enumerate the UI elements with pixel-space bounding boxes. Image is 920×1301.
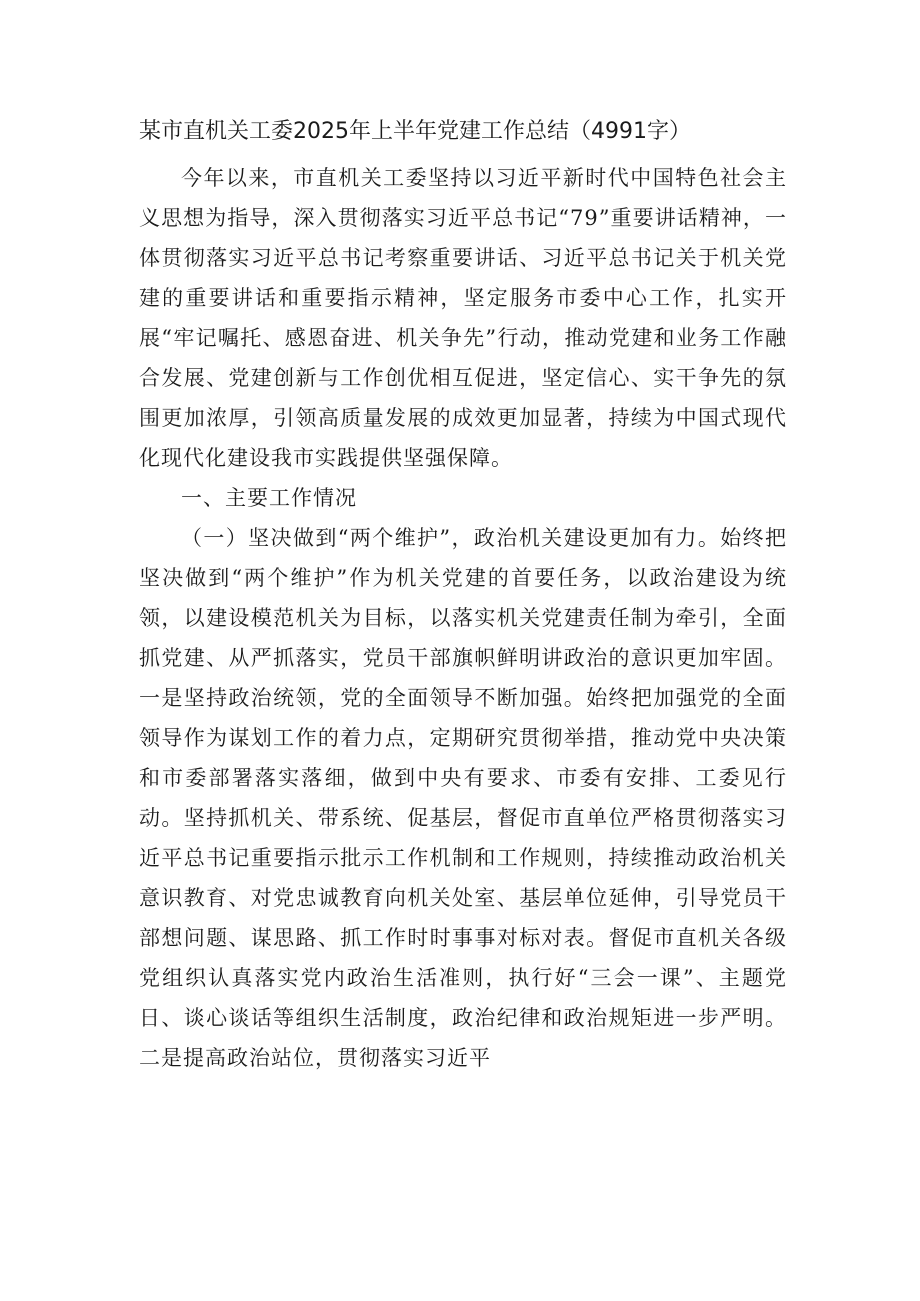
intro-paragraph: 今年以来，市直机关工委坚持以习近平新时代中国特色社会主义思想为指导，深入贯彻落实习近平总书记“79”重要讲话精神，一体贯彻落实习近平总书记考察重要讲话、习近平总书记关于机关党建的重要讲话和重要指示精神，坚定服务市委中心工作，扎实开展“牢记嘱托、感恩奋进、机关争先”行动，推动党建和业务工作融合发展、党建创新与工作创优相互促进，坚定信心、实干争先的氛围更加浓厚，引领高质量发展的成效更加显著，持续为中国式现代化现代化建设我市实践提供坚强保障。: [139, 166, 787, 470]
section-heading: 一、主要工作情况: [181, 486, 357, 510]
section-paragraph: （一）坚决做到“两个维护”，政治机关建设更加有力。始终把坚决做到“两个维护”作为机关党建的首要任务，以政治建设为统领，以建设模范机关为目标，以落实机关党建责任制为牵引，全面抓党建、从严抓落实，党员干部旗帜鲜明讲政治的意识更加牢固。一是坚持政治统领，党的全面领导不断加强。始终把加强党的全面领导作为谋划工作的着力点，定期研究贯彻举措，推动党中央决策和市委部署落实落细，做到中央有要求、市委有安排、工委见行动。坚持抓机关、带系统、促基层，督促市直单位严格贯彻落实习近平总书记重要指示批示工作机制和工作规则，持续推动政治机关意识教育、对党忠诚教育向机关处室、基层单位延伸，引导党员干部想问题、谋思路、抓工作时时事事对标对表。督促市直机关各级党组织认真落实党内政治生活准则，执行好“三会一课”、主题党日、谈心谈话等组织生活制度，政治纪律和政治规矩进一步严明。二是提高政治站位，贯彻落实习近平: [139, 526, 787, 1070]
document-title: 某市直机关工委2025年上半年党建工作总结（4991字）: [139, 119, 691, 144]
document-body: [139, 158, 787, 1078]
